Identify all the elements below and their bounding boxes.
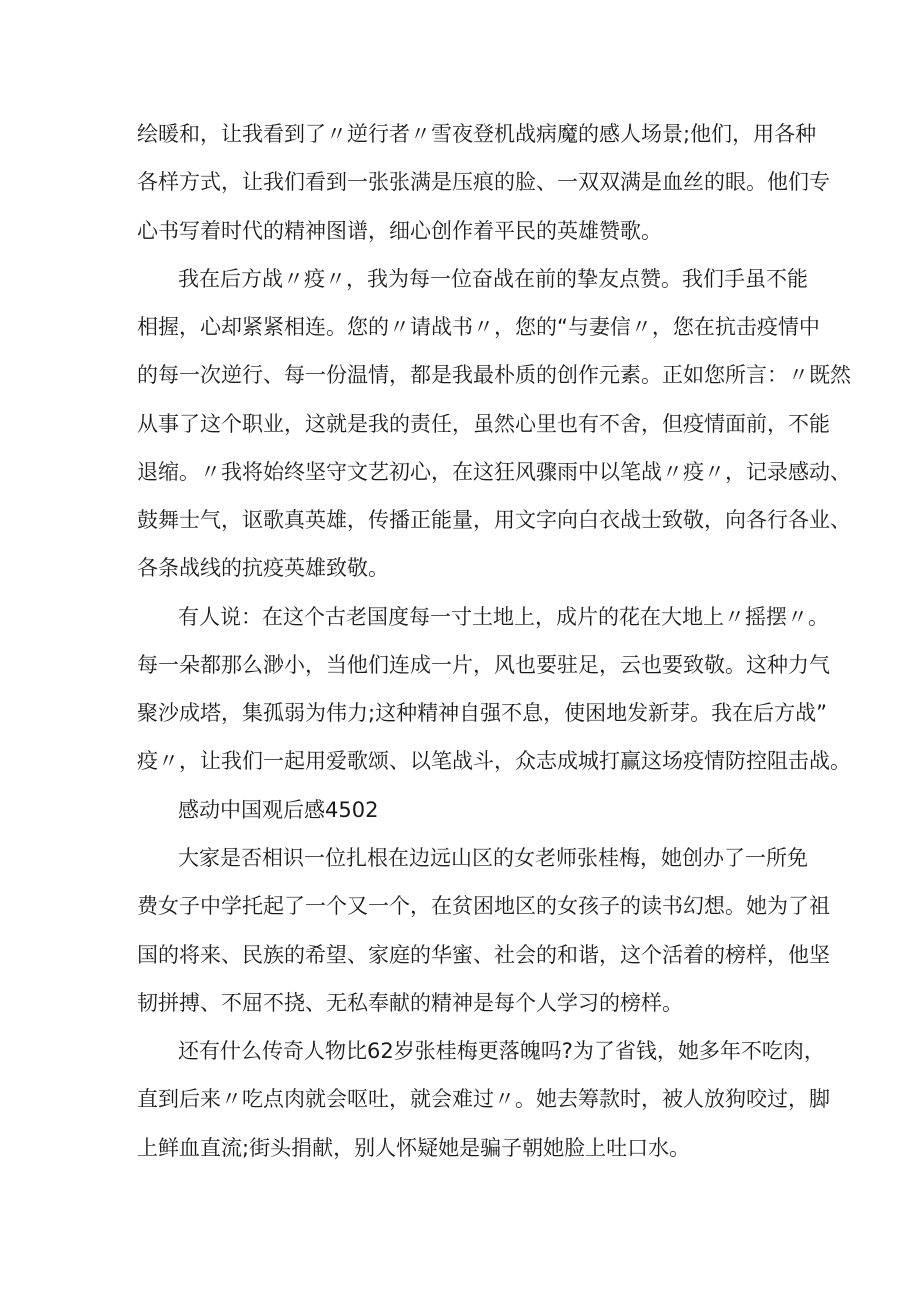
paragraph-2-line-1: 我在后方战〃疫〃，我为每一位奋战在前的挚友点赞。我们手虽不能 (178, 267, 808, 291)
paragraph-5-line-4: 韧拼搏、不屈不挠、无私奉献的精神是每个人学习的榜样。 (137, 991, 683, 1015)
paragraph-2-line-2: 相握，心却紧紧相连。您的〃请战书〃，您的“与妻信〃，您在抗击疫情中 (137, 315, 820, 339)
section-heading: 感动中国观后感4502 (178, 798, 379, 822)
paragraph-3-line-4: 疫〃，让我们一起用爱歌颂、以笔战斗，众志成城打赢这场疫情防控阻击战。 (137, 749, 851, 773)
paragraph-5-line-1: 大家是否相识一位扎根在边远山区的女老师张桂梅，她创办了一所免 (178, 846, 808, 870)
paragraph-3-line-3: 聚沙成塔，集孤弱为伟力;这种精神自强不息，使困地发新芽。我在后方战” (137, 701, 827, 725)
paragraph-2-line-7: 各条战线的抗疫英雄致敬。 (137, 556, 389, 580)
paragraph-6-line-2: 直到后来〃吃点肉就会呕吐，就会难过〃。她去筹款时，被人放狗咬过，脚 (137, 1087, 830, 1111)
paragraph-1-line-3: 心书写着时代的精神图谱，细心创作着平民的英雄赞歌。 (137, 219, 662, 243)
paragraph-2-line-3: 的每一次逆行、每一份温情，都是我最朴质的创作元素。正如您所言：〃既然 (137, 363, 851, 387)
paragraph-1-line-2: 各样方式，让我们看到一张张满是压痕的脸、一双双满是血丝的眼。他们专 (137, 170, 830, 194)
paragraph-3-line-1: 有人说：在这个古老国度每一寸土地上，成片的花在大地上〃摇摆〃。 (178, 605, 829, 629)
paragraph-2-line-5: 退缩。〃我将始终坚守文艺初心，在这狂风骤雨中以笔战〃疫〃，记录感动、 (137, 460, 851, 484)
paragraph-1-line-1: 绘暖和，让我看到了〃逆行者〃雪夜登机战病魔的感人场景;他们，用各种 (137, 122, 817, 146)
paragraph-2-line-6: 鼓舞士气，讴歌真英雄，传播正能量，用文字向白衣战士致敬，向各行各业、 (137, 508, 851, 532)
paragraph-6-line-3: 上鲜血直流;街头捐献，别人怀疑她是骗子朝她脸上吐口水。 (137, 1136, 691, 1160)
paragraph-3-line-2: 每一朵都那么渺小，当他们连成一片，风也要驻足，云也要致敬。这种力气 (137, 653, 830, 677)
paragraph-5-line-3: 国的将来、民族的希望、家庭的华蜜、社会的和谐，这个活着的榜样，他坚 (137, 943, 830, 967)
paragraph-5-line-2: 费女子中学托起了一个又一个，在贫困地区的女孩子的读书幻想。她为了祖 (137, 894, 830, 918)
paragraph-6-line-1: 还有什么传奇人物比62岁张桂梅更落魄吗?为了省钱，她多年不吃肉， (178, 1039, 825, 1063)
paragraph-2-line-4: 从事了这个职业，这就是我的责任，虽然心里也有不舍，但疫情面前，不能 (137, 412, 830, 436)
